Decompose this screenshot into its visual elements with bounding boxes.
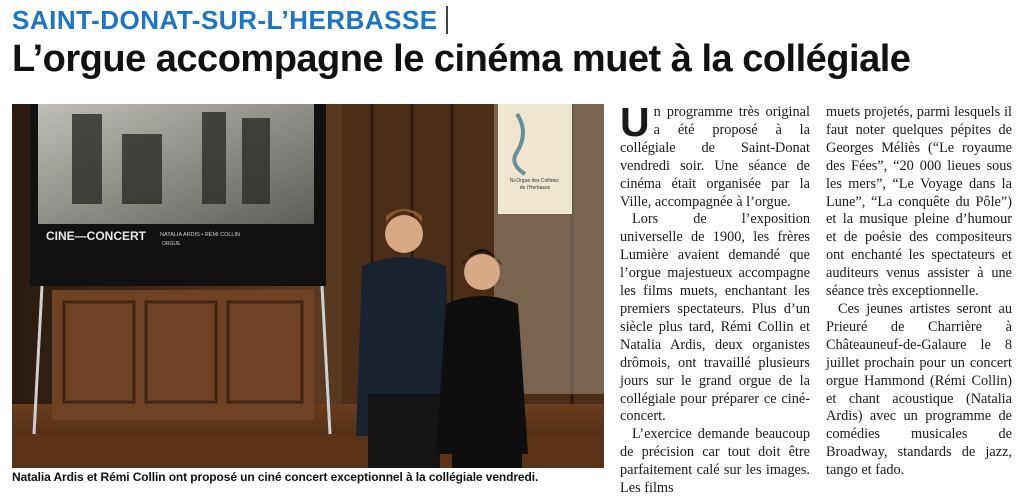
lead-paragraph [620,99,810,211]
article-headline: L’orgue accompagne le cinéma muet à la collégiale [12,38,911,80]
section-kicker [12,4,448,36]
screen-sub: ORGUE [162,241,181,247]
article-column-2 [826,104,1012,480]
paragraph-3-continued: muets projetés, parmi lesquels il faut noter quelques pépites de Georges Méliès (“Le royaume des Fées”, “20 000 lieues sous les mers”, “Le Voyage dans la Lune”, “La conquête du Pôle”) et la musique pleine d’humour et de poésie des compositeurs ont enchanté les spectateurs et auditeurs venus assister à une séance très exceptionnelle. [826,104,1012,300]
banner-text: Ni-Orgue des Collines de l’Herbasse [509,178,559,191]
photo-caption: Natalia Ardis et Rémi Collin ont proposé un ciné concert exceptionnel à la collégiale vendredi. [12,470,539,484]
article-photo [12,104,604,468]
article-column-1 [620,99,810,498]
paragraph-2: Lors de l’exposition universelle de 1900, les frères Lumière avaient demandé que l’orgue majestueux accompagne les films muets, enchantant les premiers spectateurs. Plus d’un siècle plus tard, Rémi Collin et Natalia Ardis, deux organistes drômois, ont travaillé plusieurs jours sur le grand orgue de la collégiale pour préparer ce ciné-concert. [620,211,810,425]
paragraph-1-text: n programme très original a été proposé à la collégiale de Saint-Donat vendredi soir. Une séance de cinéma était organisée par la Ville, accompagnée à l’orgue. [620,104,810,210]
paragraph-4: Ces jeunes artistes seront au Prieuré de Charrière à Châteauneuf-de-Galaure le 8 juillet prochain pour un concert orgue Hammond (Rémi Collin) et chant acoustique (Natalia Ardis) avec un programme de comédies musicales de Broadway, standards de jazz, tango et fado. [826,300,1012,479]
screen-title: CINE—CONCERT [46,229,147,243]
drop-cap: U [620,99,650,145]
kicker-text: SAINT-DONAT-SUR-L’HERBASSE [12,4,438,35]
paragraph-3-start: L’exercice demande beaucoup de précision car tout doit être parfaitement calé sur les images. Les films [620,426,810,497]
kicker-divider [446,6,448,34]
screen-credit: NATALIA ARDIS • RÉMI COLLIN [160,232,240,238]
